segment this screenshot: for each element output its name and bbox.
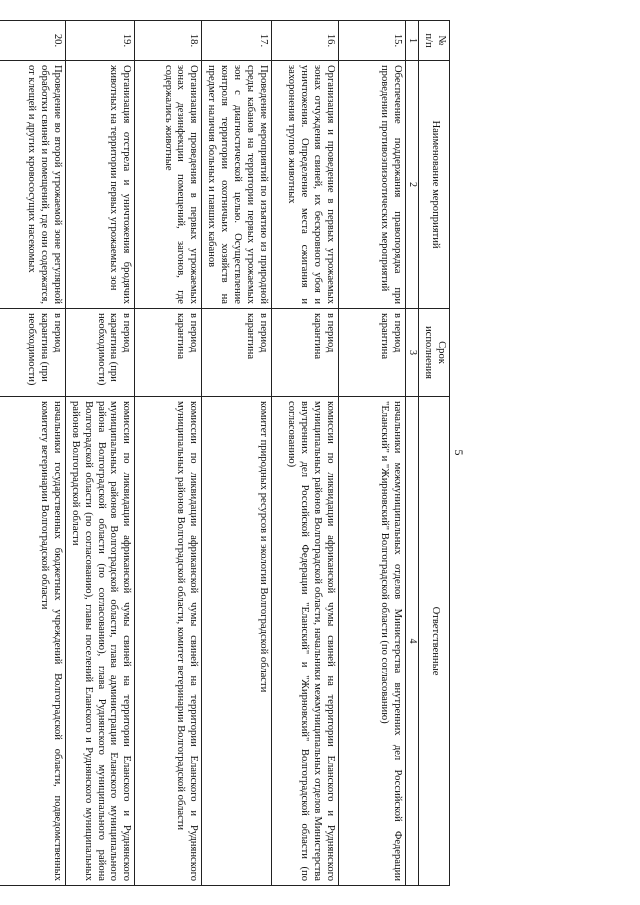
row-measure: Обеспечение поддержания правопорядка при проведении противоэпизоотических мероприятий [338, 61, 405, 309]
header-responsible: Ответственные [419, 397, 450, 886]
row-number: 20. [0, 21, 65, 61]
row-responsible: комиссии по ликвидации африканской чумы свиней на территории Еланского и Руднянского муниципальных районов Волгоградской области, начальники межмуниципальных отделов Министерства внутренних дел Российской Федерации "Еланский" и "Жирновский" Волгоградской области (по согласованию) [271, 397, 338, 886]
table-row [202, 21, 272, 886]
row-measure: Организация и проведение в первых угрожаемых зонах отчуждения свиней, их бескровного убоя и уничтожения. Определение места сжигания и захоронения трупов животных [271, 61, 338, 309]
row-term: в период карантина [202, 309, 272, 397]
page-number: 5 [452, 449, 466, 456]
row-responsible: комитет природных ресурсов и экологии Волгоградской области [202, 397, 272, 886]
row-term: в период карантина [338, 309, 405, 397]
header-num: № п/п [419, 21, 450, 61]
table-row [0, 21, 65, 886]
row-number: 16. [271, 21, 338, 61]
row-responsible: комиссии по ликвидации африканской чумы свиней на территории Еланского и Руднянского муниципальных районов Волгоградской области, комитет ветеринарии Волгоградской области [135, 397, 202, 886]
table-row [338, 21, 405, 886]
header-name: Наименование мероприятий [419, 61, 450, 309]
table-row [271, 21, 338, 886]
col-index: 3 [405, 309, 418, 397]
measures-table [0, 20, 450, 886]
row-term: в период карантина (при необходимости) [65, 309, 135, 397]
col-index: 2 [405, 61, 418, 309]
table-row [65, 21, 135, 886]
table-row [135, 21, 202, 886]
row-measure: Организация отстрела и уничтожения бродячих животных на территории первых угрожаемых зон [65, 61, 135, 309]
header-term: Срок исполнения [419, 309, 450, 397]
row-number: 18. [135, 21, 202, 61]
row-measure: Проведение во второй угрожаемой зоне регулярной обработки свиней и помещений, где они содержатся, от клещей и других кровососущих насекомых [0, 61, 65, 309]
row-term: в период карантина [271, 309, 338, 397]
row-term: в период карантина (при необходимости) [0, 309, 65, 397]
col-index: 4 [405, 397, 418, 886]
row-responsible: начальники межмуниципальных отделов Министерства внутренних дел Российской Федерации "Еланский" и "Жирновский" Волгоградской области (по согласованию) [338, 397, 405, 886]
row-responsible: начальники государственных бюджетных учреждений Волгоградской области, подведомственных комитету ветеринарии Волгоградской области [0, 397, 65, 886]
col-index: 1 [405, 21, 418, 61]
row-number: 15. [338, 21, 405, 61]
row-number: 19. [65, 21, 135, 61]
row-measure: Организация проведения в первых угрожаемых зонах дезинфекции помещений, загонов, где содержались животные [135, 61, 202, 309]
row-responsible: комиссии по ликвидации африканской чумы свиней на территории Еланского и Руднянского муниципальных районов Волгоградской области, глава администрации Еланского муниципального района Волгоградской области (по согласованию), глава Руднянского муниципального района Волгоградской области (по согласованию), главы поселений Еланского и Руднянского муниципальных районов Волгоградской области [65, 397, 135, 886]
header-row [419, 21, 450, 886]
row-number: 17. [202, 21, 272, 61]
row-term: в период карантина [135, 309, 202, 397]
column-index-row [405, 21, 418, 886]
row-measure: Проведение мероприятий по изъятию из природной среды кабанов на территории первых угрожаемых зон с диагностической целью. Осуществление контроля территории охотничьих хозяйств на предмет наличия больных и павших кабанов [202, 61, 272, 309]
